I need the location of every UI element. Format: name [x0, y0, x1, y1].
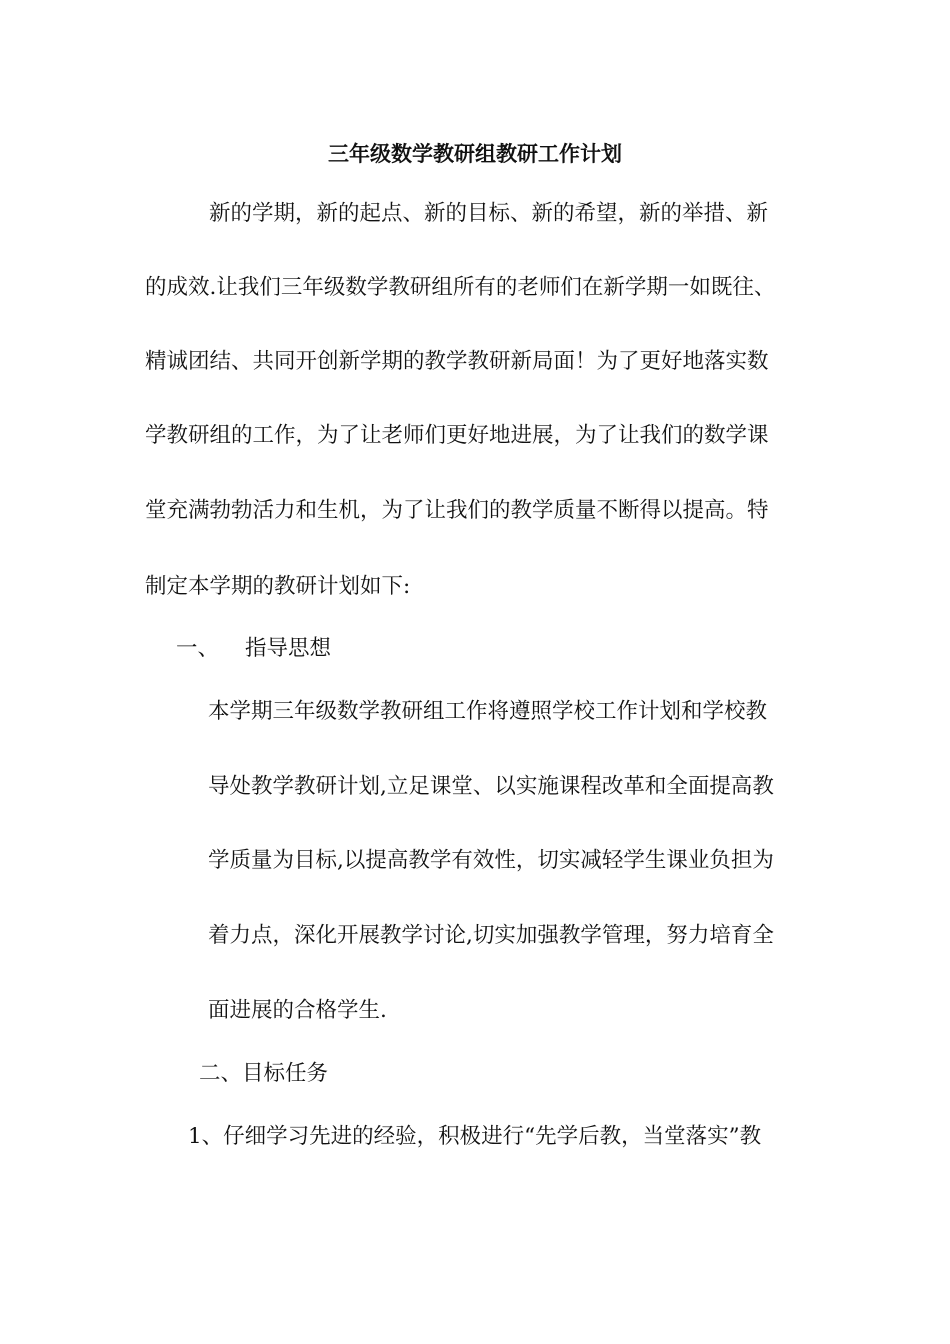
section-1-line-2: 导处教学教研计划,立足课堂、以实施课程改革和全面提高教 — [208, 774, 774, 799]
section-2-item-1: 1、仔细学习先进的经验，积极进行“先学后教，当堂落实”教 — [188, 1124, 762, 1149]
section-1-line-1: 本学期三年级数学教研组工作将遵照学校工作计划和学校教 — [208, 699, 768, 724]
intro-line-6: 制定本学期的教研计划如下: — [145, 574, 411, 599]
section-2-title: 二、目标任务 — [199, 1061, 329, 1086]
intro-line-5: 堂充满勃勃活力和生机，为了让我们的教学质量不断得以提高。特 — [145, 498, 769, 523]
section-1-line-4: 着力点，深化开展教学讨论,切实加强教学管理，努力培育全 — [208, 923, 774, 948]
section-1-line-3: 学质量为目标,以提高教学有效性，切实减轻学生课业负担为 — [208, 848, 774, 873]
section-1-title: 指导思想 — [245, 636, 332, 661]
section-1-number: 一、 — [176, 636, 220, 661]
intro-line-2: 的成效.让我们三年级数学教研组所有的老师们在新学期一如既往、 — [145, 275, 776, 300]
section-1-line-5: 面进展的合格学生. — [208, 998, 387, 1023]
document-title: 三年级数学教研组教研工作计划 — [328, 141, 622, 166]
intro-line-3: 精诚团结、共同开创新学期的教学教研新局面！为了更好地落实数 — [145, 349, 769, 374]
intro-line-1: 新的学期，新的起点、新的目标、新的希望，新的举措、新 — [209, 201, 769, 226]
intro-line-4: 学教研组的工作，为了让老师们更好地进展，为了让我们的数学课 — [145, 423, 769, 448]
